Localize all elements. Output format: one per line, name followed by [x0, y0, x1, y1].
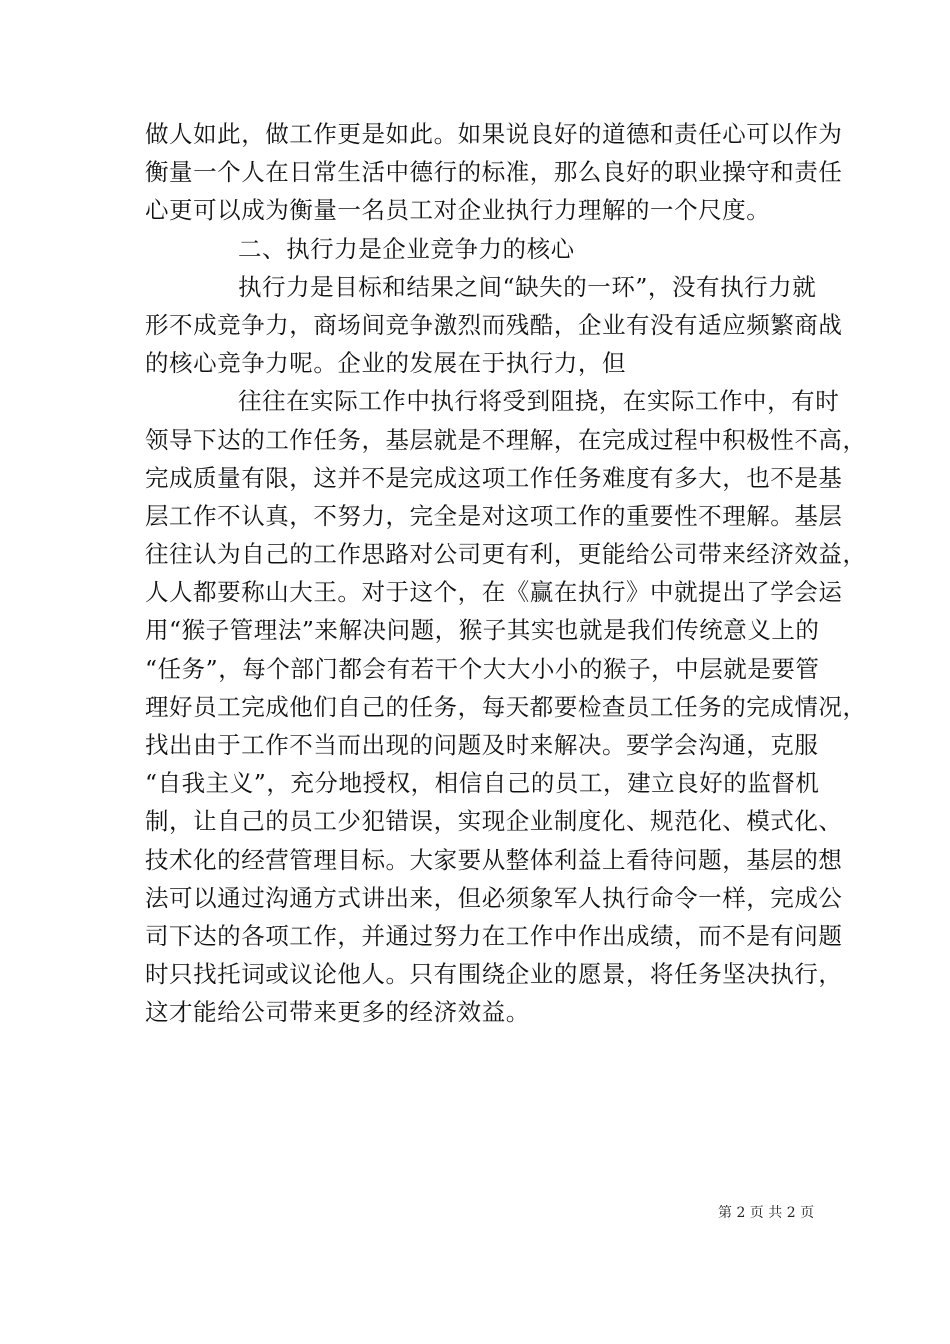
text-line: 这才能给公司带来更多的经济效益。: [145, 998, 530, 1027]
text-line: 时只找托词或议论他人。只有围绕企业的愿景，将任务坚决执行，: [145, 960, 843, 989]
text-line: 司下达的各项工作，并通过努力在工作中作出成绩，而不是有问题: [145, 921, 843, 950]
text-line: 往往在实际工作中执行将受到阻挠，在实际工作中，有时: [238, 387, 840, 416]
text-line: 完成质量有限，这并不是完成这项工作任务难度有多大，也不是基: [145, 463, 843, 492]
text-line: 层工作不认真，不努力，完全是对这项工作的重要性不理解。基层: [145, 501, 843, 530]
text-line: 形不成竞争力，商场间竞争激烈而残酷，企业有没有适应频繁商战: [145, 310, 843, 339]
text-line: 用“猴子管理法”来解决问题，猴子其实也就是我们传统意义上的: [145, 616, 820, 645]
text-line: 执行力是目标和结果之间“缺失的一环”，没有执行力就: [238, 272, 817, 301]
text-line: 理好员工完成他们自己的任务，每天都要检查员工任务的完成情况，: [145, 692, 867, 721]
text-line: 法可以通过沟通方式讲出来，但必须象军人执行命令一样，完成公: [145, 883, 843, 912]
text-line: 人人都要称山大王。对于这个，在《赢在执行》中就提出了学会运: [145, 578, 843, 607]
text-line: 往往认为自己的工作思路对公司更有利，更能给公司带来经济效益，: [145, 540, 867, 569]
text-line: 制，让自己的员工少犯错误，实现企业制度化、规范化、模式化、: [145, 807, 843, 836]
text-line: 技术化的经营管理目标。大家要从整体利益上看待问题，基层的想: [145, 845, 843, 874]
text-line: “自我主义”，充分地授权，相信自己的员工，建立良好的监督机: [145, 769, 820, 798]
text-line: 领导下达的工作任务，基层就是不理解，在完成过程中积极性不高，: [145, 425, 867, 454]
text-line: 衡量一个人在日常生活中德行的标准，那么良好的职业操守和责任: [145, 158, 843, 187]
text-line: 心更可以成为衡量一名员工对企业执行力理解的一个尺度。: [145, 196, 771, 225]
page-number-footer: 第 2 页 共 2 页: [718, 1205, 815, 1221]
text-line: 做人如此，做工作更是如此。如果说良好的道德和责任心可以作为: [145, 120, 843, 148]
body-text: [145, 115, 867, 1032]
section-heading: 二、执行力是企业竞争力的核心: [238, 234, 575, 263]
text-line: 的核心竞争力呢。企业的发展在于执行力，但: [145, 349, 626, 378]
text-line: 找出由于工作不当而出现的问题及时来解决。要学会沟通，克服: [145, 731, 819, 759]
text-line: “任务”，每个部门都会有若干个大大小小的猴子，中层就是要管: [145, 654, 820, 683]
